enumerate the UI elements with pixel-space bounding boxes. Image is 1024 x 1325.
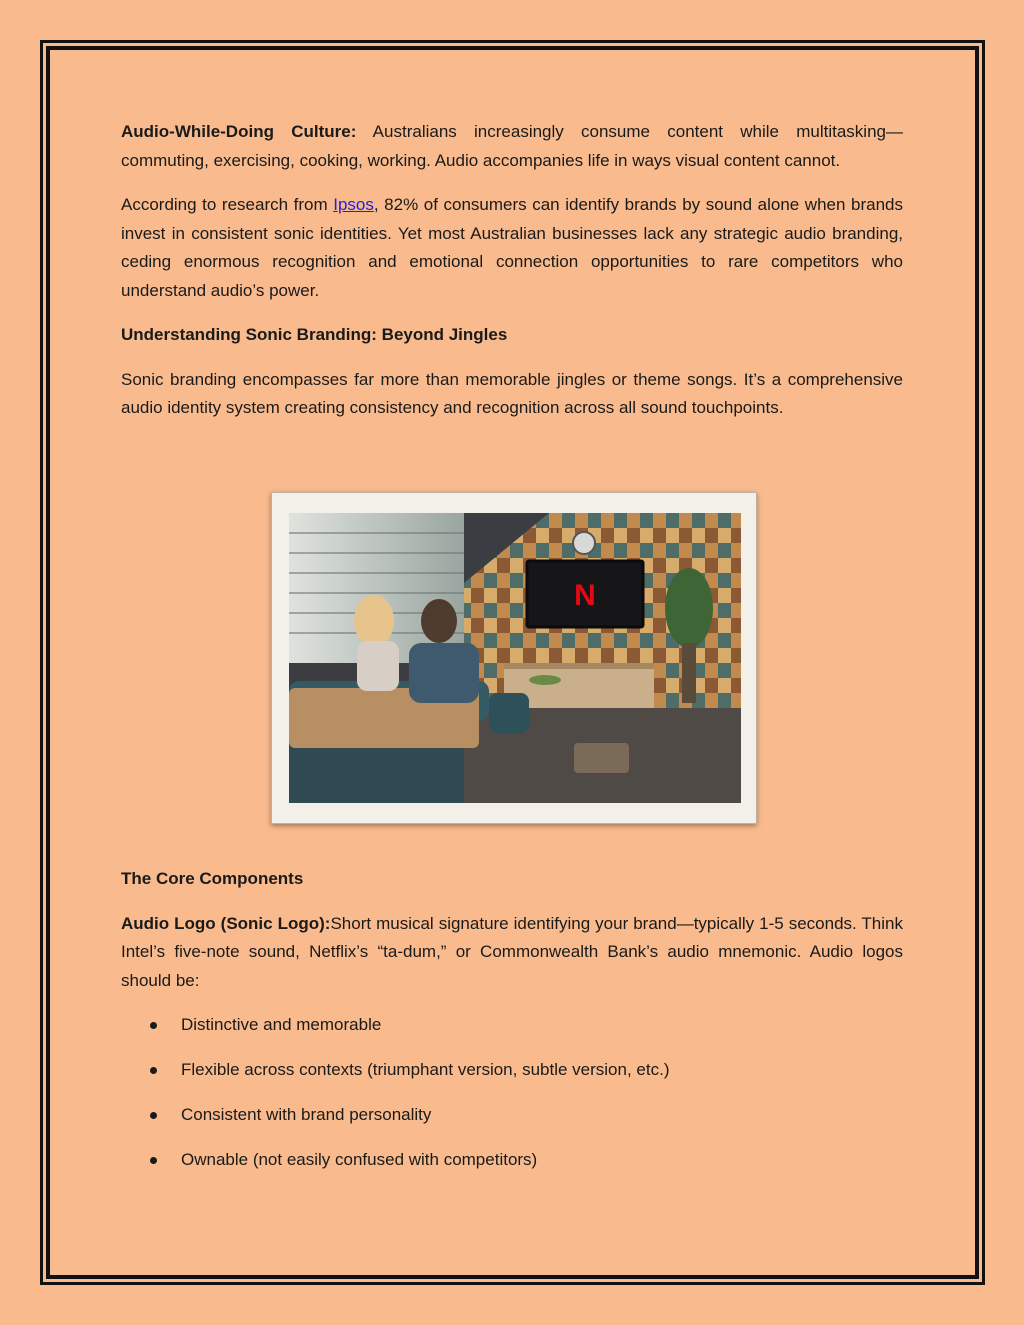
list-item-text: Consistent with brand personality — [181, 1105, 432, 1124]
netflix-logo-icon: N — [574, 579, 596, 612]
paragraph-sonic-branding — [121, 366, 903, 423]
heading-understanding-sonic-branding: Understanding Sonic Branding: Beyond Jingles — [121, 325, 508, 344]
bullet-icon — [150, 1157, 157, 1164]
paragraph-bold-lead: Audio Logo (Sonic Logo): — [121, 913, 331, 933]
paragraph-ipsos-research — [121, 191, 903, 305]
bullet-icon — [150, 1022, 157, 1029]
heading-core-components: The Core Components — [121, 869, 304, 888]
list-item-text: Ownable (not easily confused with competitors) — [181, 1150, 538, 1169]
paragraph-audio-while-doing — [121, 118, 903, 175]
page-content — [121, 118, 903, 423]
photo-illustration — [289, 513, 741, 803]
paragraph-text: Short musical signature identifying your brand—typically 1-5 seconds. Think Intel’s five-note sound, Netflix’s “ta-dum,” or Commonwealth Bank’s audio mnemonic. Audio logos should be: — [121, 913, 903, 990]
audio-logo-qualities-list — [121, 1011, 903, 1191]
bullet-icon — [150, 1112, 157, 1119]
page-content-lower — [121, 865, 903, 1191]
paragraph-bold-lead: Audio-While-Doing Culture: — [121, 122, 357, 141]
list-item-text: Flexible across contexts (triumphant version, subtle version, etc.) — [181, 1060, 670, 1079]
paragraph-audio-logo — [121, 910, 903, 996]
paragraph-suffix: , 82% of consumers can identify brands by sound alone when brands invest in consistent sonic identities. Yet most Australian businesses lack any strategic audio branding, ceding enormous recognition and emotional connection opportunities to rare competitors who understand audio’s power. — [121, 195, 903, 300]
paragraph-prefix: According to research from — [121, 195, 334, 214]
living-room-tv-photo — [271, 492, 757, 824]
list-item — [121, 1146, 903, 1191]
list-item — [121, 1101, 903, 1146]
list-item — [121, 1056, 903, 1101]
bullet-icon — [150, 1067, 157, 1074]
list-item-text: Distinctive and memorable — [181, 1015, 382, 1034]
ipsos-link[interactable]: Ipsos — [333, 195, 374, 214]
list-item — [121, 1011, 903, 1056]
paragraph-text: Australians increasingly consume content while multitasking—commuting, exercising, cooking, working. Audio accompanies life in ways visual content cannot. — [121, 122, 903, 170]
paragraph-text: Sonic branding encompasses far more than memorable jingles or theme songs. It’s a comprehensive audio identity system creating consistency and recognition across all sound touchpoints. — [121, 369, 903, 417]
